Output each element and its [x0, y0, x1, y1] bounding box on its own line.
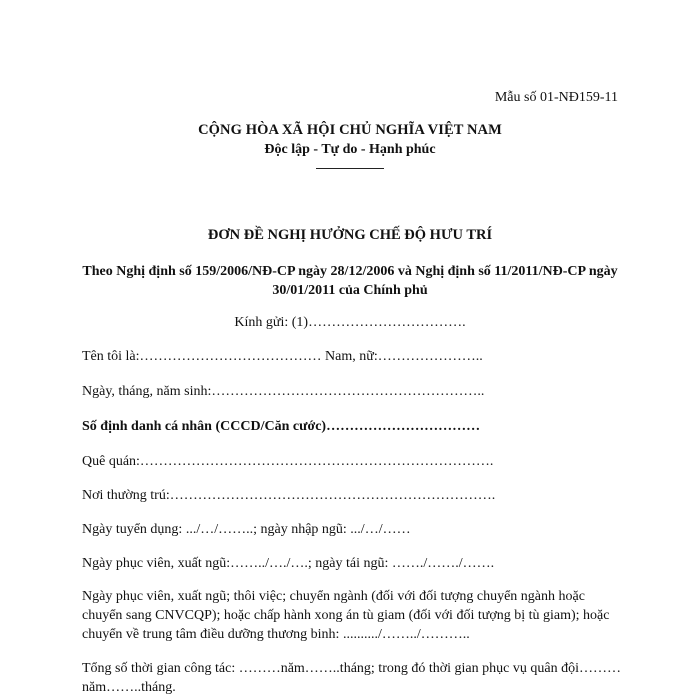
- nation-motto: Độc lập - Tự do - Hạnh phúc: [264, 142, 436, 157]
- field-residence: Nơi thường trú:…………………………………………………………….: [82, 488, 496, 503]
- field-recruitment-date: Ngày tuyển dụng: .../…/……..; ngày nhập ngũ: .../…/……: [82, 522, 411, 537]
- field-hometown: Quê quán:………………………………………………………………….: [82, 454, 494, 469]
- field-date-of-birth: Ngày, tháng, năm sinh:…………………………………………………..: [82, 384, 485, 399]
- national-header: [0, 122, 700, 169]
- field-demobilization-date: Ngày phục viên, xuất ngũ:……../…./….; ngày tái ngũ: ……./……./…….: [82, 556, 495, 571]
- field-total-service-time: Tổng số thời gian công tác: ………năm……..tháng; trong đó thời gian phục vụ quân đội………năm……..tháng.: [82, 661, 621, 695]
- field-personal-id: Số định danh cá nhân (CCCD/Căn cước)……………………………: [82, 419, 481, 434]
- document-title: ĐƠN ĐỀ NGHỊ HƯỞNG CHẾ ĐỘ HƯU TRÍ: [207, 227, 493, 243]
- header-divider: [316, 168, 384, 169]
- nation-title: CỘNG HÒA XÃ HỘI CHỦ NGHĨA VIỆT NAM: [198, 122, 502, 138]
- recipient-line: Kính gửi: (1)…………………………….: [234, 315, 466, 330]
- document-subtitle: Theo Nghị định số 159/2006/NĐ-CP ngày 28/12/2006 và Nghị định số 11/2011/NĐ-CP ngày 30/01/2011 của Chính phủ: [82, 264, 618, 298]
- field-transfer-date: Ngày phục viên, xuất ngũ; thôi việc; chuyển ngành (đối với đối tượng chuyển ngành hoặc chuyển sang CNVCQP); hoặc chấp hành xong án tù giam (đối với đối tượng bị tù giam); hoặc chuyển về trung tâm điều dưỡng thương binh: ........../……../………..: [82, 589, 610, 642]
- form-code: Mẫu số 01-NĐ159-11: [494, 90, 618, 105]
- field-name: Tên tôi là:………………………………… Nam, nữ:…………………..: [82, 349, 483, 364]
